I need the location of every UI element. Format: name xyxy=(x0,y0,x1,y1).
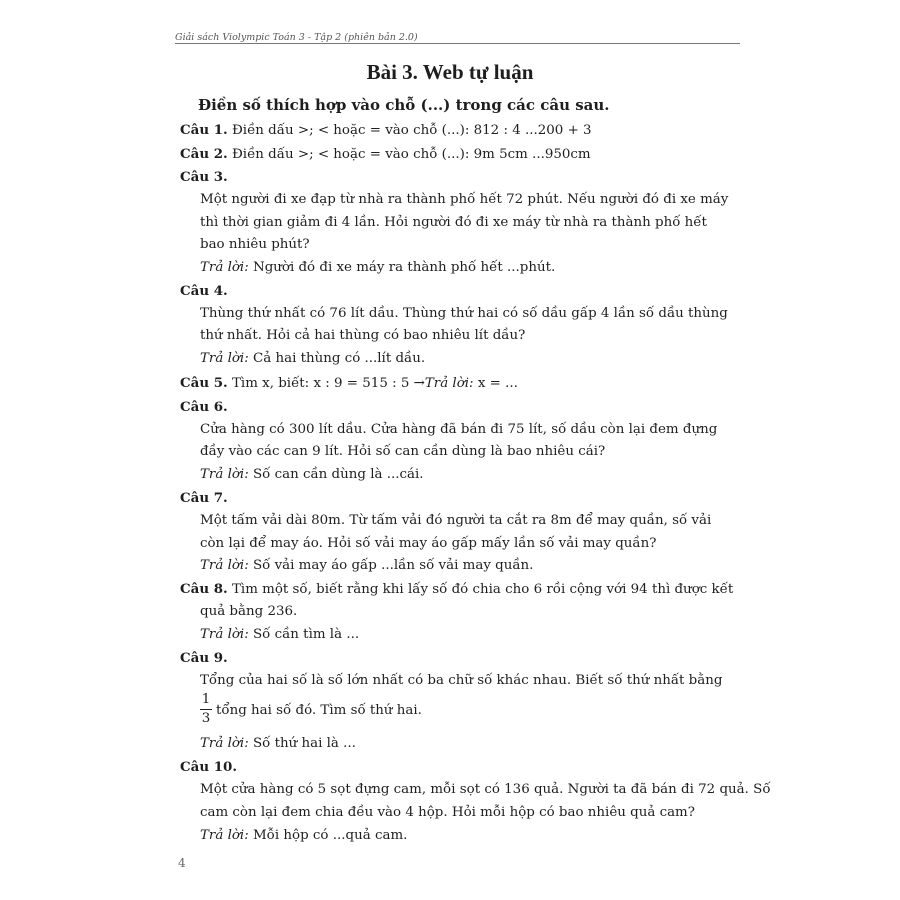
question-3-line: Một người đi xe đạp từ nhà ra thành phố hết 72 phút. Nếu người đó đi xe máy xyxy=(200,192,729,207)
answer-label: Trả lời: xyxy=(200,351,249,366)
fraction-numerator: 1 xyxy=(201,692,211,707)
question-label: Câu 2. xyxy=(180,146,228,162)
question-text: Điền dấu >; < hoặc = vào chỗ (...): 9m 5cm ...950cm xyxy=(227,147,591,162)
question-4-label: Câu 4. xyxy=(180,283,228,299)
answer-text: Số thứ hai là ... xyxy=(248,736,356,751)
question-10-answer xyxy=(200,827,407,845)
answer-label: Trả lời: xyxy=(200,627,249,642)
answer-text: Cả hai thùng có ...lít dầu. xyxy=(248,351,426,366)
fraction-one-third xyxy=(200,692,212,727)
answer-text: Mỗi hộp có ...quả cam. xyxy=(248,828,408,843)
question-6-label: Câu 6. xyxy=(180,399,228,415)
question-text: Điền dấu >; < hoặc = vào chỗ (...): 812 : 4 ...200 + 3 xyxy=(227,123,592,138)
question-text: Tìm một số, biết rằng khi lấy số đó chia cho 6 rồi cộng với 94 thì được kết xyxy=(227,582,734,597)
question-6-answer xyxy=(200,466,424,484)
question-7-line: Một tấm vải dài 80m. Từ tấm vải đó người ta cắt ra 8m để may quần, số vải xyxy=(200,513,712,528)
answer-text: Số can cần dùng là ...cái. xyxy=(248,467,424,482)
question-7-label: Câu 7. xyxy=(180,490,228,506)
running-header-text: Giải sách Violympic Toán 3 - Tập 2 (phiên bản 2.0) xyxy=(175,32,418,43)
page-title: Bài 3. Web tự luận xyxy=(366,60,534,84)
page-number: 4 xyxy=(178,856,186,870)
question-10-line: cam còn lại đem chia đều vào 4 hộp. Hỏi mỗi hộp có bao nhiêu quả cam? xyxy=(200,805,695,820)
question-text: Tìm x, biết: x : 9 = 515 : 5 → xyxy=(227,376,425,391)
question-9-line: tổng hai số đó. Tìm số thứ hai. xyxy=(216,703,422,718)
question-10-label: Câu 10. xyxy=(180,759,238,775)
question-6-line: Cửa hàng có 300 lít dầu. Cửa hàng đã bán đi 75 lít, số dầu còn lại đem đựng xyxy=(200,422,718,437)
question-7-line: còn lại để may áo. Hỏi số vải may áo gấp mấy lần số vải may quần? xyxy=(200,536,657,551)
question-4-line: thứ nhất. Hỏi cả hai thùng có bao nhiêu lít dầu? xyxy=(200,328,526,343)
question-3-line: bao nhiêu phút? xyxy=(200,237,310,252)
running-header xyxy=(175,32,740,44)
question-8-answer xyxy=(200,626,359,644)
question-label: Câu 5. xyxy=(180,375,228,391)
answer-text: x = ... xyxy=(473,376,518,391)
question-9-answer xyxy=(200,735,356,753)
question-3-line: thì thời gian giảm đi 4 lần. Hỏi người đó đi xe máy từ nhà ra thành phố hết xyxy=(200,215,707,230)
fraction-denominator: 3 xyxy=(201,711,211,726)
question-1 xyxy=(180,121,592,140)
answer-label: Trả lời: xyxy=(200,736,249,751)
question-2 xyxy=(180,145,591,164)
question-5 xyxy=(180,374,518,393)
question-3-label: Câu 3. xyxy=(180,169,228,185)
question-8-line: quả bằng 236. xyxy=(200,604,298,619)
question-7-answer xyxy=(200,557,533,575)
question-9-label: Câu 9. xyxy=(180,650,228,666)
fraction-bar xyxy=(200,709,212,710)
question-8 xyxy=(180,580,733,599)
answer-label: Trả lời: xyxy=(200,828,249,843)
question-3-answer xyxy=(200,259,555,277)
answer-label: Trả lời: xyxy=(200,260,249,275)
question-6-line: đầy vào các can 9 lít. Hỏi số can cần dùng là bao nhiêu cái? xyxy=(200,444,606,459)
answer-text: Số vải may áo gấp ...lần số vải may quần. xyxy=(248,558,534,573)
answer-label: Trả lời: xyxy=(424,376,474,391)
question-10-line: Một cửa hàng có 5 sọt đựng cam, mỗi sọt có 136 quả. Người ta đã bán đi 72 quả. Số xyxy=(200,782,771,797)
instruction: Điền số thích hợp vào chỗ (...) trong các câu sau. xyxy=(198,96,610,114)
question-4-line: Thùng thứ nhất có 76 lít dầu. Thùng thứ hai có số dầu gấp 4 lần số dầu thùng xyxy=(200,306,728,321)
answer-text: Số cần tìm là ... xyxy=(248,627,360,642)
question-label: Câu 8. xyxy=(180,581,228,597)
header-rule xyxy=(175,43,740,44)
answer-label: Trả lời: xyxy=(200,558,249,573)
answer-label: Trả lời: xyxy=(200,467,249,482)
question-4-answer xyxy=(200,350,425,368)
question-label: Câu 1. xyxy=(180,122,228,138)
question-9-line: Tổng của hai số là số lớn nhất có ba chữ số khác nhau. Biết số thứ nhất bằng xyxy=(200,673,723,688)
answer-text: Người đó đi xe máy ra thành phố hết ...phút. xyxy=(248,260,556,275)
